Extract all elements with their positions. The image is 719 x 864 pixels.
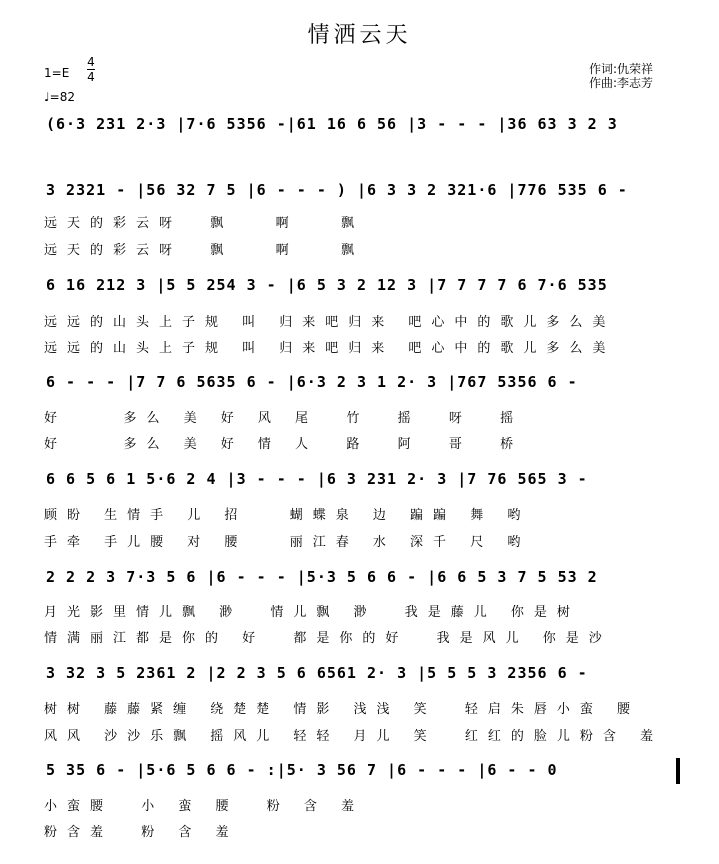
lyric-line: 小蛮腰 小 蛮 腰 粉 含 羞 (44, 799, 365, 814)
composer: 作曲:李志芳 (589, 76, 654, 90)
lyric-line: 粉含羞 粉 含 羞 (44, 825, 239, 840)
lyric-line: 远远的山头上子规 叫 归来吧归来 吧心中的歌儿多么美 (44, 341, 616, 356)
key-signature: 1=E (44, 66, 70, 80)
time-signature (87, 56, 95, 83)
notes: 6 - - - |7 7 6 5635 6 - |6·3 2 3 1 2· 3 |767 5356 6 - (46, 373, 578, 391)
song-title: 情洒云天 (307, 23, 412, 48)
notation-row-4 (0, 370, 719, 400)
lyric-line: 风风 沙沙乐飘 摇风儿 轻轻 月儿 笑 红红的脸儿粉含 羞 (44, 729, 664, 744)
lyric-line: 情满丽江都是你的 好 都是你的好 我是风儿 你是沙 (44, 631, 612, 646)
notation-row-2 (0, 178, 719, 208)
notation-row-8 (0, 758, 719, 788)
notes: 6 16 212 3 |5 5 254 3 - |6 5 3 2 12 3 |7 7 7 7 6 7·6 535 (46, 276, 608, 294)
notes: 2 2 2 3 7·3 5 6 |6 - - - |5·3 5 6 6 - |6 6 5 3 7 5 53 2 (46, 568, 598, 586)
notes: 3 2321 - |56 32 7 5 |6 - - - ) |6 3 3 2 321·6 |776 535 6 - (46, 181, 628, 199)
lyric-line: 远天的彩云呀 飘 啊 飘 (44, 243, 365, 258)
tempo-marking: ♩=82 (44, 90, 75, 104)
lyric-line: 远远的山头上子规 叫 归来吧归来 吧心中的歌儿多么美 (44, 315, 616, 330)
notes: 6 6 5 6 1 5·6 2 4 |3 - - - |6 3 231 2· 3 |7 76 565 3 - (46, 470, 588, 488)
notes: 3 32 3 5 2361 2 |2 2 3 5 6 6561 2· 3 |5 5 5 3 2356 6 - (46, 664, 588, 682)
lyric-line: 顾盼 生情手 儿 招 蝴蝶泉 边 蹁蹁 舞 哟 (44, 508, 531, 523)
notes: 5 35 6 - |5·6 5 6 6 - :|5· 3 56 7 |6 - - - |6 - - 0 (46, 761, 558, 779)
time-bottom: 4 (87, 70, 95, 84)
final-barline (676, 758, 680, 784)
lyric-line: 月光影里情儿飘 渺 情儿飘 渺 我是藤儿 你是树 (44, 605, 580, 620)
lyric-line: 远天的彩云呀 飘 啊 飘 (44, 216, 365, 231)
notation-row-1 (0, 112, 719, 142)
notation-row-6 (0, 565, 719, 595)
lyric-line: 树树 藤藤紧缠 绕楚楚 情影 浅浅 笑 轻启朱唇小蛮 腰 (44, 702, 641, 717)
credits (589, 62, 653, 90)
lyric-line: 好 多么 美 好 风 尾 竹 摇 呀 摇 (44, 411, 524, 426)
notation-row-3 (0, 273, 719, 303)
notation-row-7 (0, 661, 719, 691)
lyric-line: 手牵 手儿腰 对 腰 丽江春 水 深千 尺 哟 (44, 535, 531, 550)
notes: (6·3 231 2·3 |7·6 5356 -|61 16 6 56 |3 - - - |36 63 3 2 3 (46, 115, 618, 133)
lyricist: 作词:仇荣祥 (589, 62, 654, 76)
lyric-line: 好 多么 美 好 情 人 路 阿 哥 桥 (44, 437, 524, 452)
notation-row-5 (0, 467, 719, 497)
time-top: 4 (87, 55, 95, 69)
